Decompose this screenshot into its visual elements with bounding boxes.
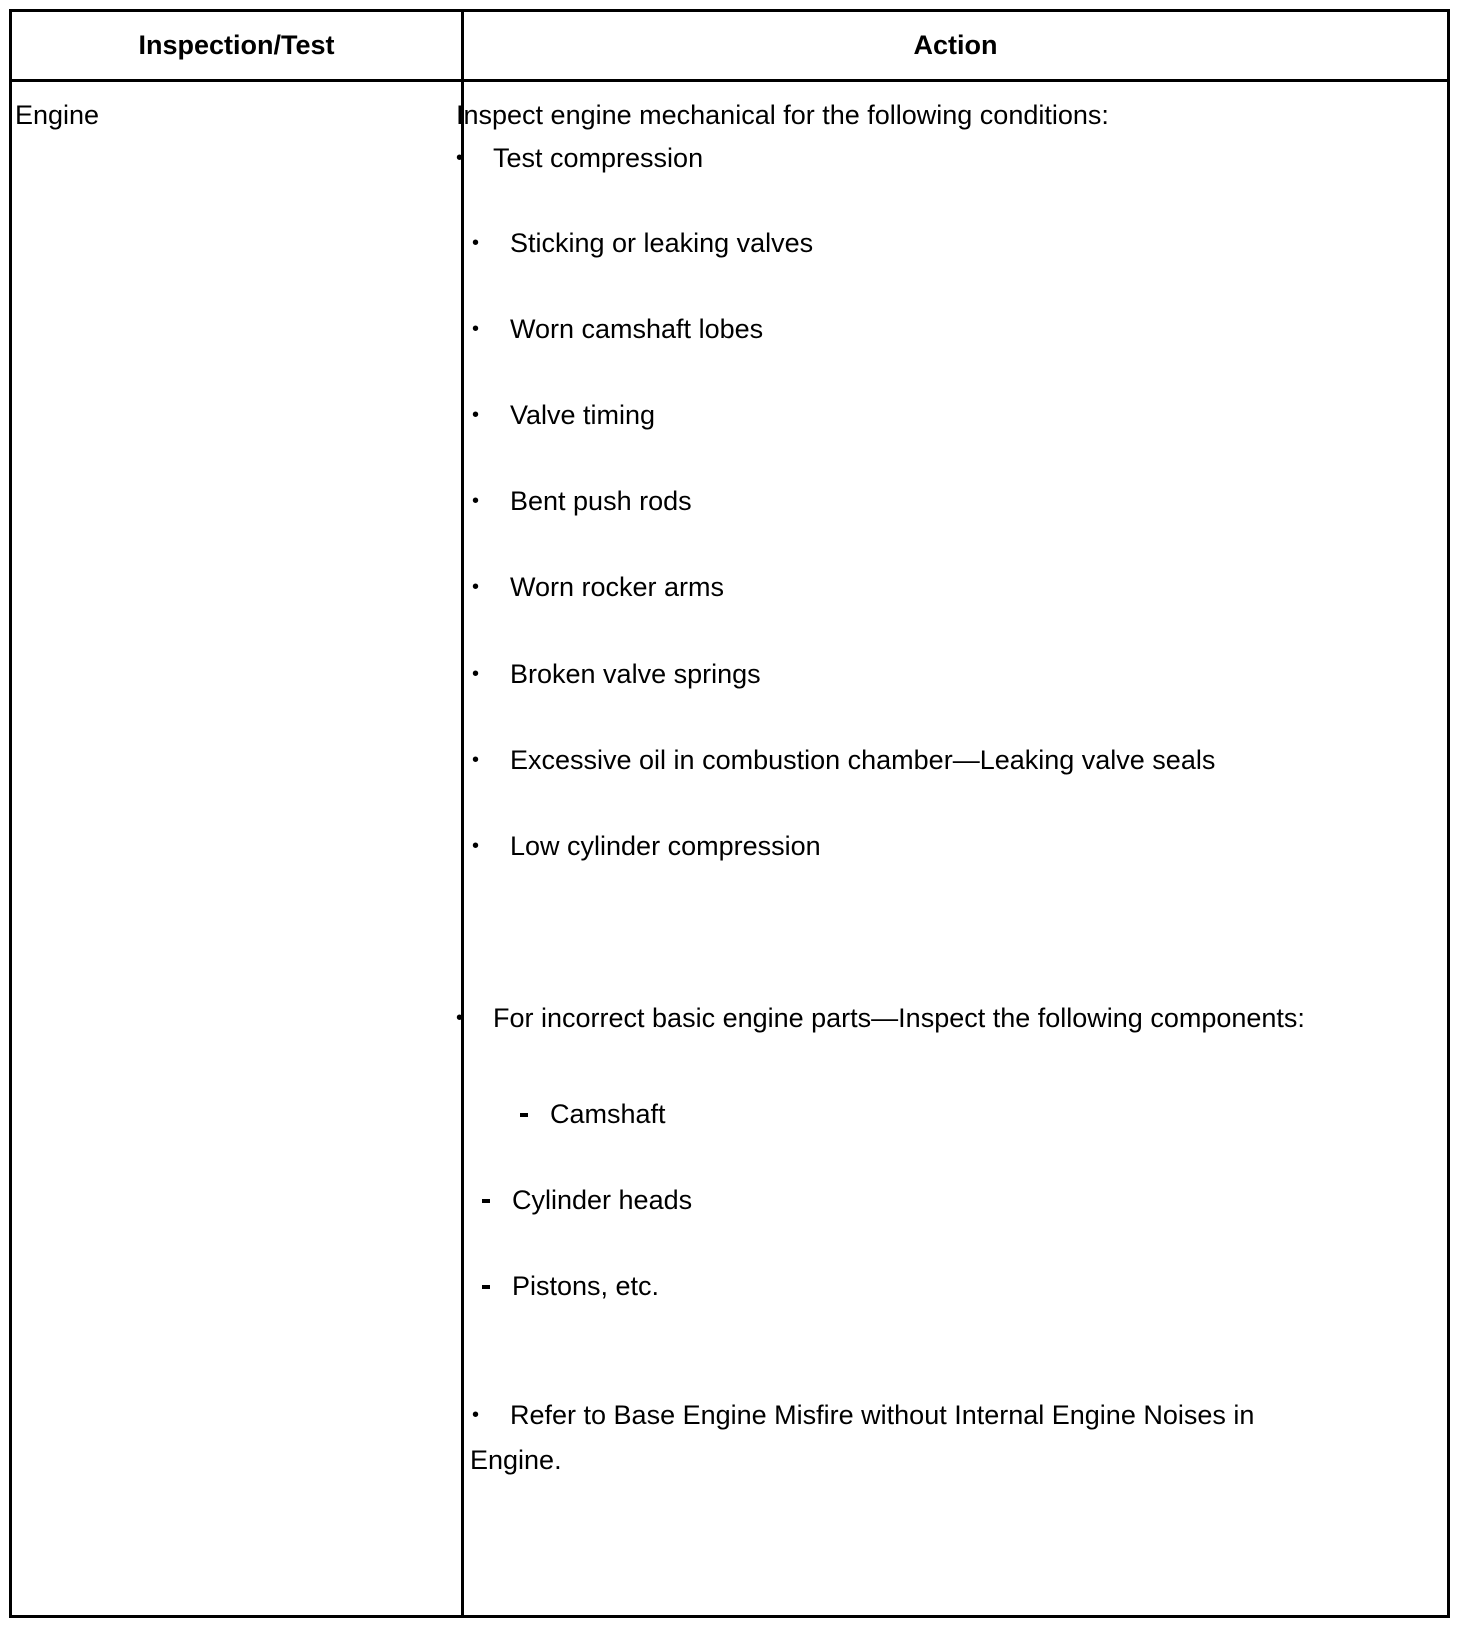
condition-item: Broken valve springs [510,659,761,689]
inspection-cell-engine: Engine [15,100,100,130]
action-parts-intro: For incorrect basic engine parts—Inspect the following components: [493,1003,1305,1033]
column-divider [461,12,464,1615]
dash-icon [482,1199,490,1203]
condition-item: Low cylinder compression [510,831,821,861]
bullet-icon: • [472,318,480,340]
condition-item: Excessive oil in combustion chamber—Leaking valve seals [510,745,1216,775]
header-divider [12,79,1447,82]
bullet-icon: • [472,490,480,512]
bullet-icon: • [472,663,480,685]
condition-item: Sticking or leaking valves [510,228,814,258]
component-item: Pistons, etc. [512,1271,660,1301]
component-item: Camshaft [550,1099,666,1129]
bullet-icon: • [472,835,480,857]
condition-item: Valve timing [510,400,656,430]
reference-line-1: Refer to Base Engine Misfire without Internal Engine Noises in [510,1400,1255,1430]
bullet-icon: • [472,232,480,254]
bullet-icon: • [472,576,480,598]
header-inspection-test: Inspection/Test [138,30,335,60]
action-intro: Inspect engine mechanical for the following conditions: [456,100,1109,130]
bullet-icon: • [472,1404,480,1426]
bullet-icon: • [472,749,480,771]
action-item-test-compression: Test compression [493,143,704,173]
component-item: Cylinder heads [512,1185,693,1215]
bullet-icon: • [472,404,480,426]
condition-item: Worn rocker arms [510,572,725,602]
dash-icon [482,1285,490,1289]
bullet-icon: • [456,147,464,169]
bullet-icon: • [456,1007,464,1029]
condition-item: Bent push rods [510,486,692,516]
condition-item: Worn camshaft lobes [510,314,764,344]
inspection-table [9,9,1450,1618]
reference-line-2: Engine. [470,1445,562,1475]
header-action: Action [913,30,998,60]
dash-icon [520,1113,528,1117]
